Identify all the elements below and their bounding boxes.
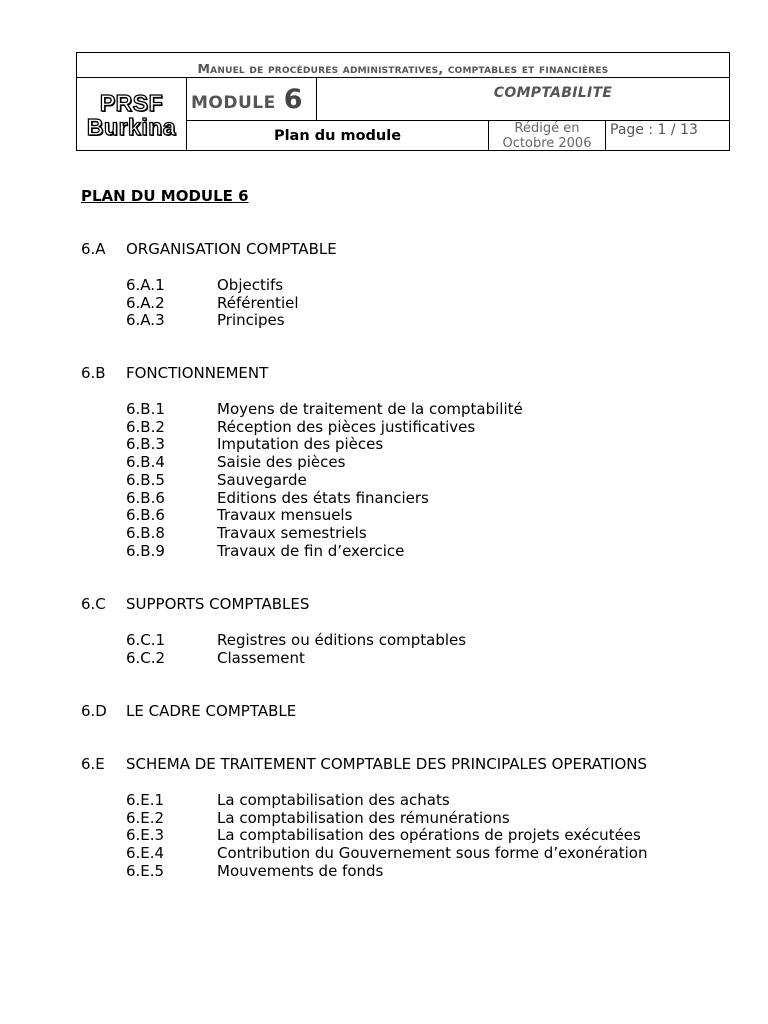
section-code: 6.B [81,364,106,382]
item-label: Classement [217,648,305,667]
item-code: 6.E.1 [126,791,165,809]
section-title: SUPPORTS COMPTABLES [126,595,310,613]
item-label: Référentiel [217,293,299,312]
section-title: SCHEMA DE TRAITEMENT COMPTABLE DES PRINCIPALES OPERATIONS [126,755,647,773]
item-code: 6.A.3 [126,311,165,330]
item-code: 6.B.5 [126,470,165,489]
item-code: 6.B.2 [126,417,165,436]
document-header [76,52,730,151]
prsf-burkina-logo [77,78,187,151]
module-word: MODULE [191,93,276,113]
page-number: Page : 1 / 13 [610,122,698,138]
item-label: La comptabilisation des rémunérations [217,808,510,827]
item-code: 6.B.6 [126,488,165,507]
item-label: Imputation des pièces [217,435,384,454]
domain-title: COMPTABILITE [317,78,729,121]
item-code: 6.A.2 [126,293,165,312]
section-code: 6.A [81,240,106,258]
item-label: La comptabilisation des opérations de projets exécutées [217,826,641,845]
item-label: Sauvegarde [217,470,307,489]
document-heading: PLAN DU MODULE 6 [81,187,249,205]
section-title: ORGANISATION COMPTABLE [126,240,337,258]
item-label: Editions des états financiers [217,488,429,507]
section-heading [81,240,337,258]
item-label: Objectifs [217,276,284,294]
item-label: La comptabilisation des achats [217,791,450,809]
item-code: 6.B.4 [126,453,165,472]
section-title: FONCTIONNEMENT [126,364,269,382]
item-label: Travaux semestriels [217,523,367,542]
item-label: Moyens de traitement de la comptabilité [217,400,523,418]
item-code: 6.C.1 [126,631,166,649]
redige-date [489,121,606,151]
item-label: Mouvements de fonds [217,861,384,880]
manual-title: Manuel de procédures administratives, comptables et financières [77,53,729,78]
module-cell [187,78,317,121]
section-heading [81,595,309,613]
item-code: 6.E.5 [126,861,165,880]
item-label: Travaux de fin d’exercice [217,541,405,560]
section-code: 6.D [81,702,107,720]
section-title: LE CADRE COMPTABLE [126,702,297,720]
section-heading [81,364,268,382]
item-label: Principes [217,311,285,330]
item-label: Contribution du Gouvernement sous forme d’exonération [217,844,648,863]
section-heading [81,702,296,720]
item-code: 6.A.1 [126,276,165,294]
item-code: 6.B.3 [126,435,165,454]
section-code: 6.C [81,595,106,613]
logo-line-2: Burkina [86,113,177,140]
section-heading [81,755,647,773]
redige-line-1: Rédigé en [514,121,580,136]
item-label: Registres ou éditions comptables [217,631,467,649]
item-code: 6.B.9 [126,541,165,560]
logo-line-1: PRSF [99,89,164,116]
plan-label: Plan du module [187,121,489,151]
section-code: 6.E [81,755,105,773]
redige-line-2: Octobre 2006 [502,136,592,151]
item-code: 6.E.4 [126,844,165,863]
module-number: 6 [283,84,303,115]
item-label: Réception des pièces justificatives [217,417,476,436]
item-label: Saisie des pièces [217,453,346,472]
item-code: 6.E.2 [126,808,165,827]
item-code: 6.B.1 [126,400,165,418]
item-code: 6.B.6 [126,506,165,525]
item-code: 6.C.2 [126,648,166,667]
item-code: 6.B.8 [126,523,165,542]
item-code: 6.E.3 [126,826,165,845]
item-label: Travaux mensuels [217,506,353,525]
